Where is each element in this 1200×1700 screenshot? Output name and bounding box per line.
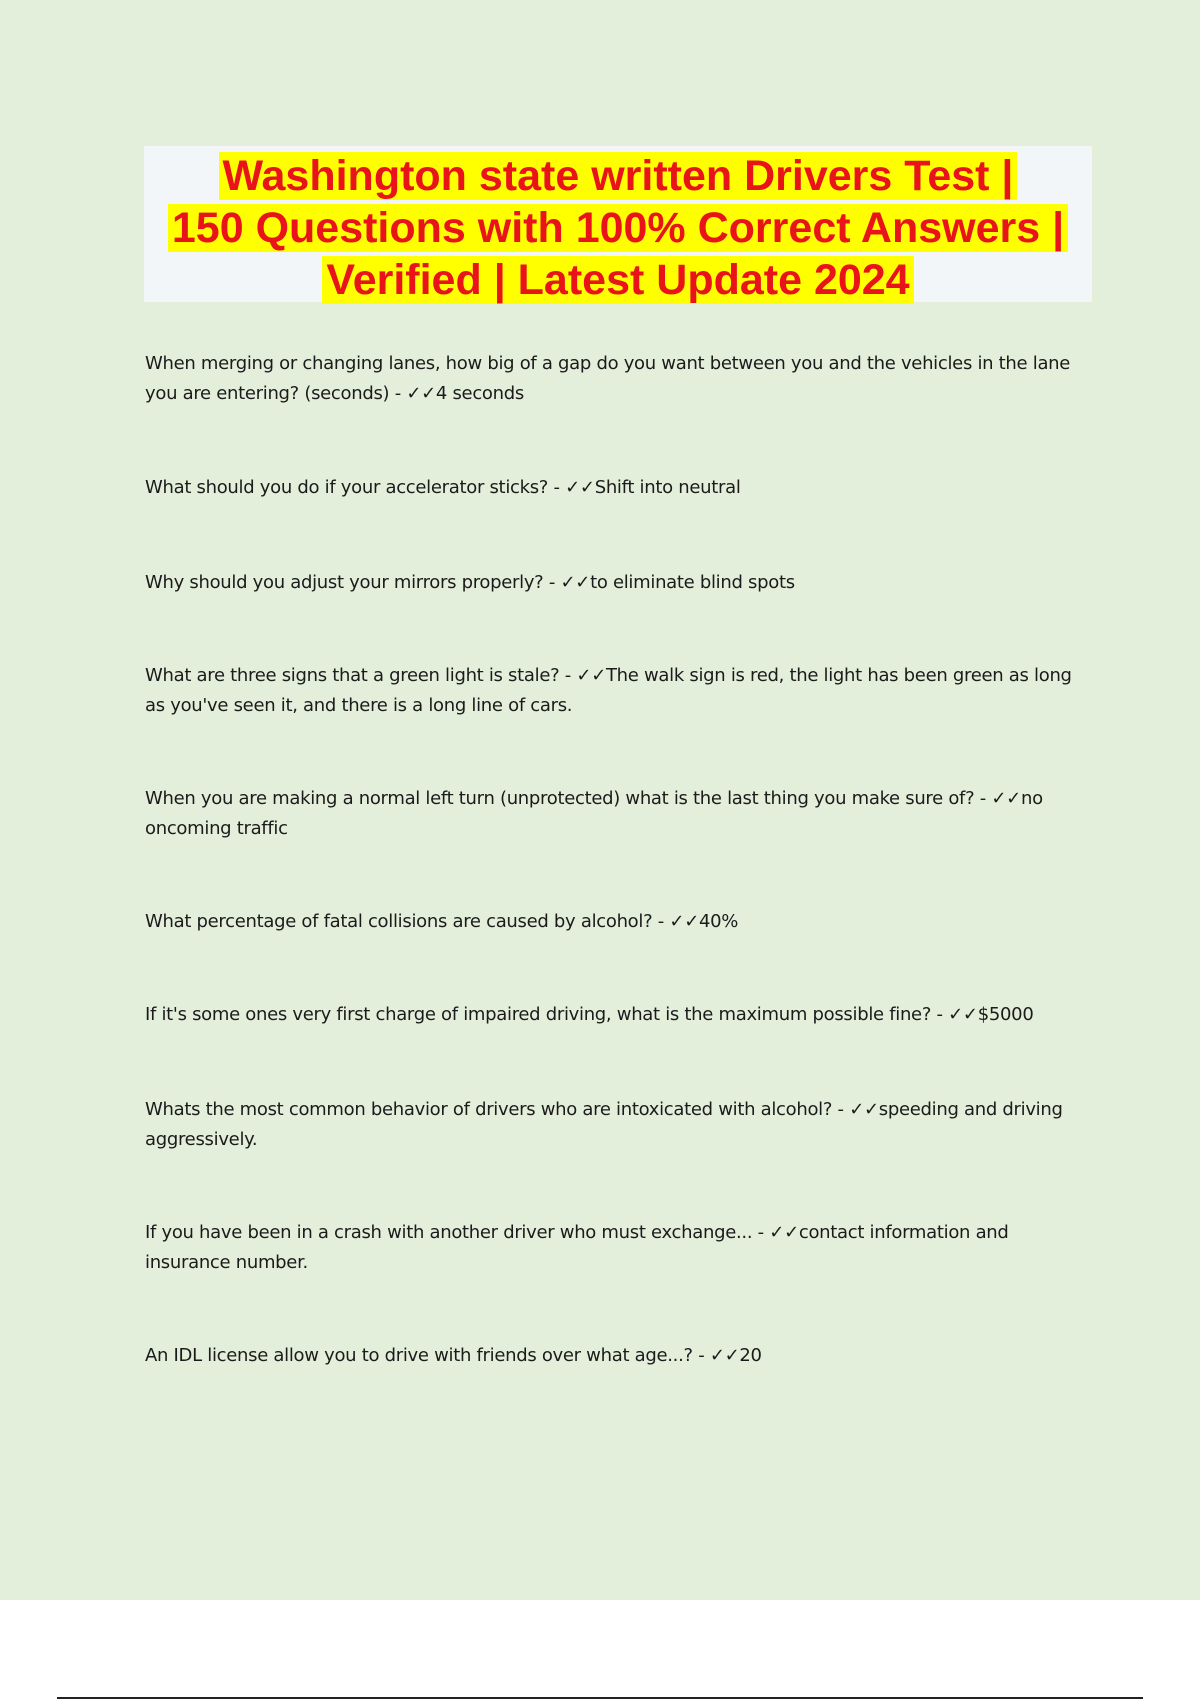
title-line-2: 150 Questions with 100% Correct Answers | bbox=[168, 204, 1068, 252]
separator: - bbox=[752, 1222, 770, 1243]
check-mark-icon: ✓✓ bbox=[669, 911, 699, 932]
answer-text: 4 seconds bbox=[435, 383, 524, 404]
answer-text: to eliminate blind spots bbox=[590, 572, 795, 593]
qa-item-3 bbox=[145, 568, 1085, 598]
check-mark-icon: ✓✓ bbox=[769, 1222, 799, 1243]
separator: - bbox=[389, 383, 407, 404]
question-text: When you are making a normal left turn (unprotected) what is the last thing you make sure of? bbox=[145, 788, 975, 809]
answer-text: Shift into neutral bbox=[594, 477, 741, 498]
check-mark-icon: ✓✓ bbox=[991, 788, 1021, 809]
qa-item-10 bbox=[145, 1341, 1085, 1371]
check-mark-icon: ✓✓ bbox=[565, 477, 595, 498]
qa-item-9 bbox=[145, 1218, 1085, 1278]
check-mark-icon: ✓✓ bbox=[709, 1345, 740, 1366]
question-text: An IDL license allow you to drive with friends over what age...? bbox=[145, 1345, 693, 1366]
document-title bbox=[144, 146, 1092, 302]
qa-item-2 bbox=[145, 473, 1085, 503]
answer-text: no oncoming traffic bbox=[145, 788, 1043, 839]
qa-item-8 bbox=[145, 1095, 1085, 1155]
answer-text: speeding and driving aggressively. bbox=[145, 1099, 1063, 1150]
check-mark-icon: ✓✓ bbox=[849, 1099, 879, 1120]
answer-text: The walk sign is red, the light has been green as long as you've seen it, and there is a long line of cars. bbox=[145, 665, 1072, 716]
check-mark-icon: ✓✓ bbox=[576, 665, 606, 686]
question-text: Why should you adjust your mirrors properly? bbox=[145, 572, 544, 593]
answer-text: 40% bbox=[698, 911, 739, 932]
qa-item-4 bbox=[145, 661, 1085, 721]
qa-item-6 bbox=[145, 907, 1085, 937]
answer-text: 20 bbox=[739, 1345, 762, 1366]
separator: - bbox=[543, 572, 561, 593]
separator: - bbox=[559, 665, 577, 686]
title-line-1: Washington state written Drivers Test | bbox=[219, 152, 1018, 200]
qa-item-5 bbox=[145, 784, 1085, 844]
question-text: What percentage of fatal collisions are caused by alcohol? bbox=[145, 911, 653, 932]
separator: - bbox=[931, 1004, 949, 1025]
check-mark-icon: ✓✓ bbox=[948, 1004, 978, 1025]
title-line-3: Verified | Latest Update 2024 bbox=[322, 256, 913, 304]
question-text: If it's some ones very first charge of impaired driving, what is the maximum possible fine? bbox=[145, 1004, 932, 1025]
question-text: When merging or changing lanes, how big of a gap do you want between you and the vehicles in the lane you are entering? (seconds) bbox=[145, 353, 1071, 404]
question-text: If you have been in a crash with another driver who must exchange... bbox=[145, 1222, 753, 1243]
footer-divider bbox=[57, 1697, 1143, 1699]
question-text: Whats the most common behavior of drivers who are intoxicated with alcohol? bbox=[145, 1099, 833, 1120]
question-text: What are three signs that a green light is stale? bbox=[145, 665, 560, 686]
qa-item-7 bbox=[145, 1000, 1085, 1030]
separator: - bbox=[974, 788, 992, 809]
separator: - bbox=[832, 1099, 850, 1120]
check-mark-icon: ✓✓ bbox=[406, 383, 436, 404]
separator: - bbox=[692, 1345, 710, 1366]
separator: - bbox=[548, 477, 566, 498]
separator: - bbox=[652, 911, 670, 932]
check-mark-icon: ✓✓ bbox=[560, 572, 591, 593]
question-text: What should you do if your accelerator sticks? bbox=[145, 477, 549, 498]
answer-text: contact information and insurance number. bbox=[145, 1222, 1009, 1273]
answer-text: $5000 bbox=[977, 1004, 1034, 1025]
qa-item-1 bbox=[145, 349, 1085, 409]
